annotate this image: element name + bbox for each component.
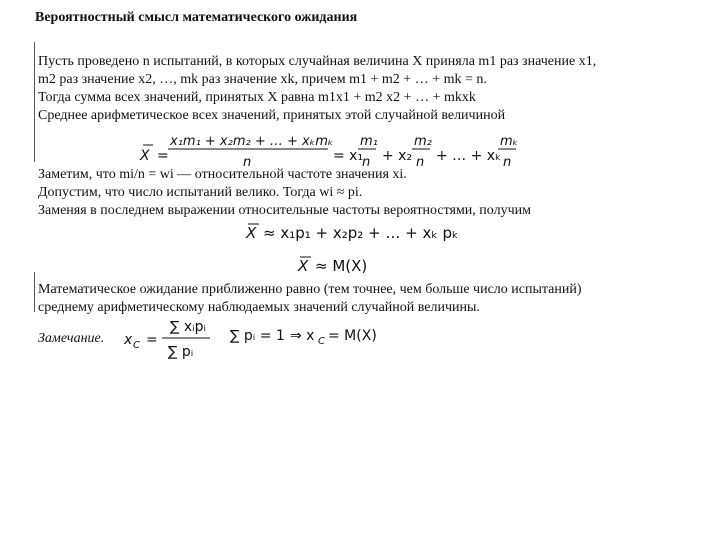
svg-text:n: n: [503, 155, 512, 170]
svg-text:= M(X): = M(X): [328, 328, 377, 344]
paragraph-line-7: Заменяя в последнем выражении относительные частоты вероятностями, получим: [38, 203, 531, 218]
paragraph-line-6: Допустим, что число испытаний велико. Тогда wi ≈ pi.: [38, 185, 363, 200]
svg-text:n: n: [362, 155, 371, 170]
svg-text:n: n: [243, 155, 252, 170]
svg-text:C: C: [318, 336, 325, 347]
paragraph-line-1: Пусть проведено n испытаний, в которых случайная величина X приняла m1 раз значение x1,: [38, 54, 597, 69]
svg-text:x: x: [124, 332, 133, 348]
svg-text:C: C: [133, 340, 140, 351]
svg-text:+ x₂: + x₂: [382, 148, 413, 164]
note-label: Замечание.: [38, 331, 105, 346]
svg-text:m₁: m₁: [360, 134, 378, 149]
approx-formula: [245, 224, 458, 242]
page-title: Вероятностный смысл математического ожидания: [35, 10, 358, 25]
svg-text:⇒ x: ⇒ x: [290, 328, 315, 344]
paragraph-line-4: Среднее арифметическое всех значений, принятых этой случайной величиной: [38, 108, 506, 123]
paragraph-line-2: m2 раз значение x2, …, mk раз значение xk, причем m1 + m2 + … + mk = n.: [38, 72, 487, 87]
svg-text:mₖ: mₖ: [500, 134, 519, 149]
svg-text:+ … + xₖ: + … + xₖ: [436, 148, 502, 164]
svg-text:n: n: [416, 155, 425, 170]
svg-text:X: X: [298, 257, 309, 275]
paragraph-line-3: Тогда сумма всех значений, принятых X равна m1x1 + m2 x2 + … + mkxk: [38, 90, 476, 105]
svg-text:=: =: [146, 332, 158, 348]
center-formula: [123, 319, 377, 360]
paragraph-line-8: Математическое ожидание приближенно равно (тем точнее, чем больше число испытаний): [38, 282, 582, 297]
svg-text:≈ M(X): ≈ M(X): [315, 257, 368, 275]
svg-text:m₂: m₂: [414, 134, 432, 149]
svg-text:X: X: [246, 224, 257, 242]
svg-text:= x₁: = x₁: [333, 148, 364, 164]
svg-text:∑ pᵢ = 1: ∑ pᵢ = 1: [230, 328, 285, 344]
svg-text:x₁m₁ + x₂m₂ + … + xₖmₖ: x₁m₁ + x₂m₂ + … + xₖmₖ: [170, 134, 334, 149]
paragraph-line-9: среднему арифметическому наблюдаемых значений случайной величины.: [38, 300, 480, 315]
paragraph-line-5: Заметим, что mi/n = wi — относительной частоте значения xi.: [38, 167, 407, 182]
svg-text:≈ x₁p₁ + x₂p₂ + … + xₖ pₖ: ≈ x₁p₁ + x₂p₂ + … + xₖ pₖ: [263, 224, 459, 242]
svg-text:=: =: [157, 148, 169, 164]
svg-text:X: X: [140, 148, 150, 164]
mean-formula: [139, 134, 518, 170]
svg-text:∑ xᵢpᵢ: ∑ xᵢpᵢ: [170, 319, 207, 335]
expectation-formula: [297, 257, 367, 275]
svg-text:∑ pᵢ: ∑ pᵢ: [168, 344, 194, 360]
